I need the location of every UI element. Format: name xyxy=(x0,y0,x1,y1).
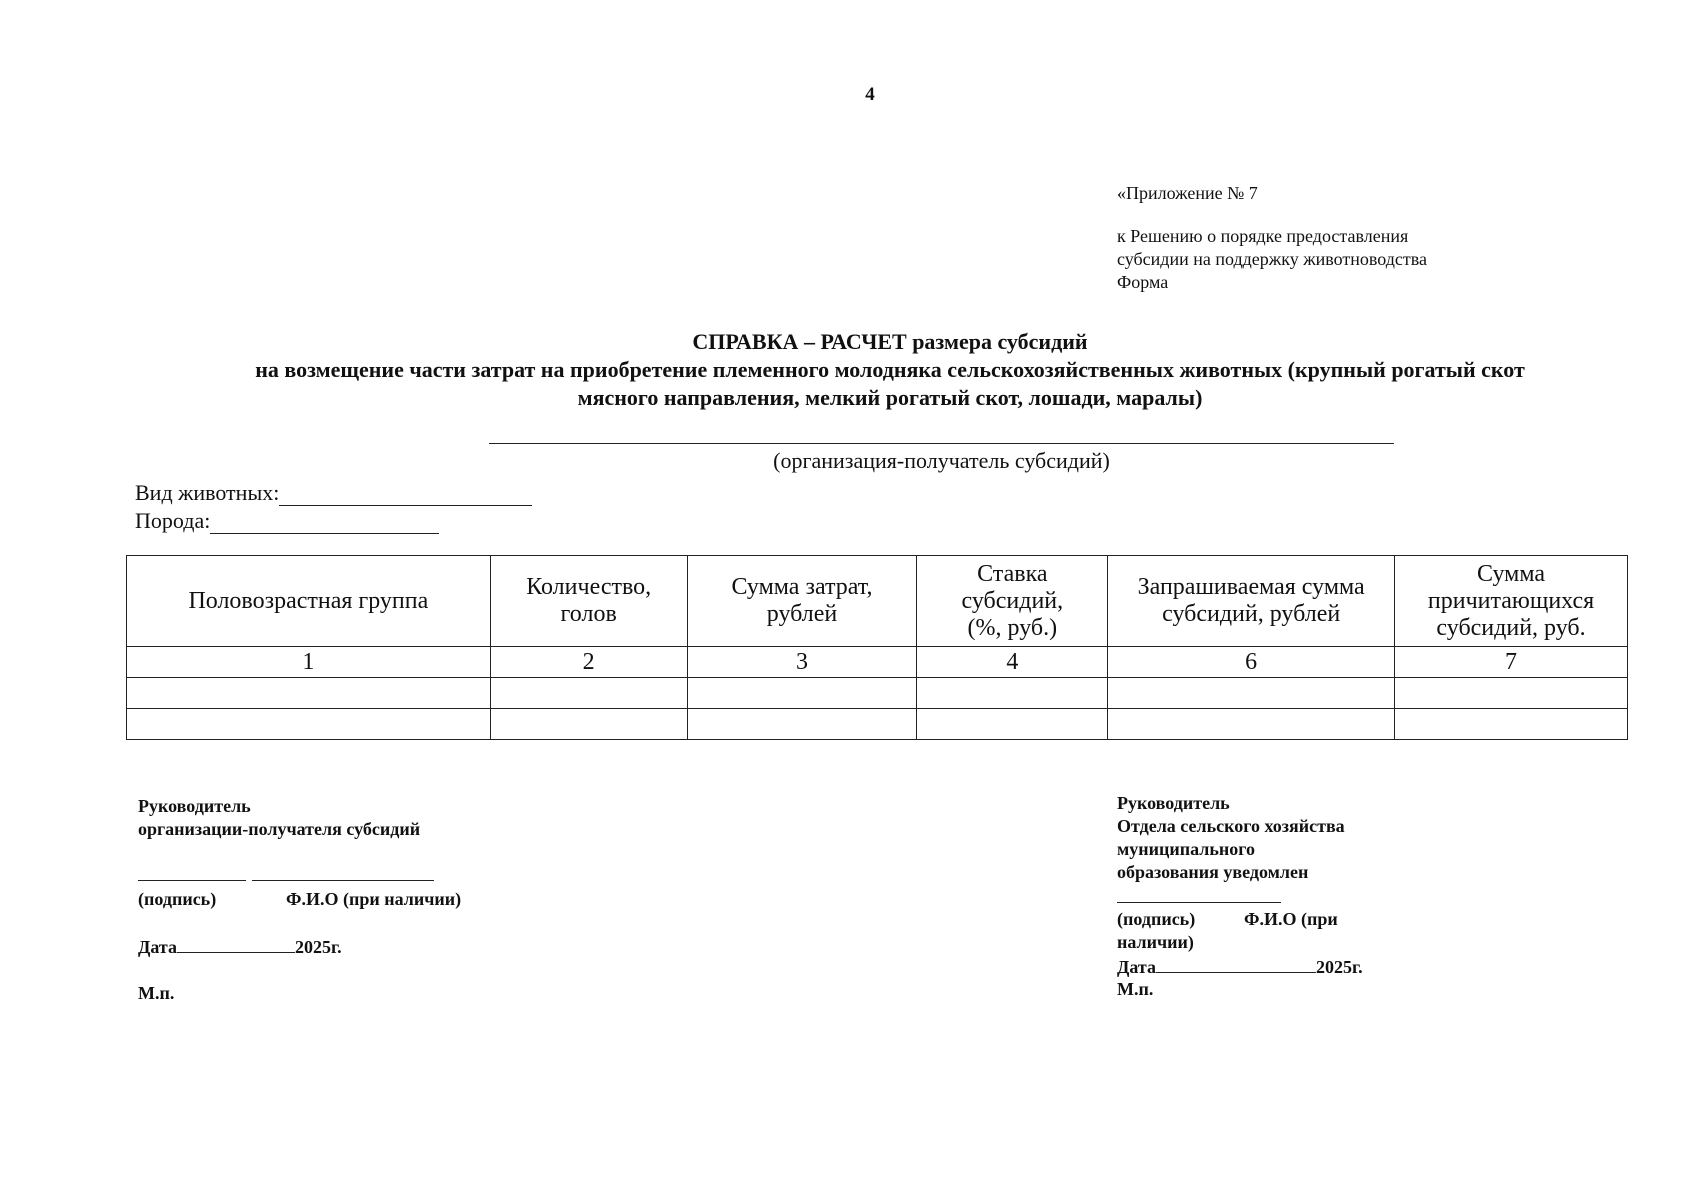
right-signature-title-1: Руководитель xyxy=(1117,793,1230,813)
table-cell[interactable] xyxy=(917,678,1108,709)
left-sign-label: (подпись) xyxy=(138,889,217,909)
right-signature-title-4: образования уведомлен xyxy=(1117,862,1309,882)
document-title xyxy=(150,328,1630,412)
table-cell[interactable] xyxy=(1108,709,1395,740)
table-cell[interactable] xyxy=(490,709,687,740)
left-signature-title-1: Руководитель xyxy=(138,796,251,816)
right-signature-title-2: Отдела сельского хозяйства xyxy=(1117,816,1345,836)
title-line-2: на возмещение части затрат на приобретение племенного молодняка сельскохозяйственных животных (крупный рогатый скот xyxy=(255,357,1525,382)
title-line-1: СПРАВКА – РАСЧЕТ размера субсидий xyxy=(692,329,1088,354)
table-cell[interactable] xyxy=(687,678,917,709)
header-sex-age-group: Половозрастная группа xyxy=(127,556,491,647)
left-signature-title-2: организации-получателя субсидий xyxy=(138,819,421,839)
appendix-block xyxy=(1117,182,1427,294)
header-cost-sum: Сумма затрат, рублей xyxy=(687,556,917,647)
right-stamp-label: М.п. xyxy=(1117,979,1154,999)
header-quantity: Количество, голов xyxy=(490,556,687,647)
column-number: 1 xyxy=(127,647,491,678)
right-signature-line[interactable] xyxy=(1117,902,1281,903)
table-cell[interactable] xyxy=(1395,709,1628,740)
right-name-label-cont: наличии) xyxy=(1117,932,1194,952)
title-line-3: мясного направления, мелкий рогатый скот, лошади, маралы) xyxy=(577,385,1203,410)
breed-label: Порода: xyxy=(135,508,211,533)
animal-type-input[interactable] xyxy=(279,483,532,506)
animal-type-label: Вид животных: xyxy=(135,480,280,505)
table-row xyxy=(127,678,1628,709)
animal-type-field xyxy=(135,480,532,506)
table-cell[interactable] xyxy=(127,678,491,709)
right-sign-label: (подпись) xyxy=(1117,909,1196,929)
table-row xyxy=(127,709,1628,740)
breed-input[interactable] xyxy=(210,511,439,534)
table-cell[interactable] xyxy=(490,678,687,709)
left-signature-block xyxy=(138,795,420,841)
right-name-label: Ф.И.О (при xyxy=(1244,909,1338,929)
column-number: 6 xyxy=(1108,647,1395,678)
table-cell[interactable] xyxy=(1395,678,1628,709)
left-name-label: Ф.И.О (при наличии) xyxy=(286,889,462,909)
right-date-label: Дата xyxy=(1117,957,1156,977)
right-signature-block xyxy=(1117,792,1345,884)
left-signature-line[interactable] xyxy=(138,880,246,881)
table-header-row xyxy=(127,556,1628,647)
table-cell[interactable] xyxy=(687,709,917,740)
table-cell[interactable] xyxy=(127,709,491,740)
appendix-line-4: Форма xyxy=(1117,272,1169,292)
right-date-row xyxy=(1117,954,1363,979)
left-date-input[interactable] xyxy=(177,934,295,953)
organization-caption: (организация-получатель субсидий) xyxy=(773,448,1110,473)
left-name-line[interactable] xyxy=(252,880,434,881)
column-number: 4 xyxy=(917,647,1108,678)
left-date-label: Дата xyxy=(138,937,177,957)
column-number-row xyxy=(127,647,1628,678)
header-subsidy-rate: Ставка субсидий, (%, руб.) xyxy=(917,556,1108,647)
organization-line[interactable] xyxy=(489,443,1394,444)
left-date-row xyxy=(138,934,342,959)
right-date-year: 2025г. xyxy=(1315,957,1363,977)
column-number: 7 xyxy=(1395,647,1628,678)
right-signature-title-3: муниципального xyxy=(1117,839,1255,859)
table-cell[interactable] xyxy=(917,709,1108,740)
header-requested-sum: Запрашиваемая сумма субсидий, рублей xyxy=(1108,556,1395,647)
breed-field xyxy=(135,508,439,534)
column-number: 3 xyxy=(687,647,917,678)
header-due-sum: Сумма причитающихся субсидий, руб. xyxy=(1395,556,1628,647)
left-stamp-label: М.п. xyxy=(138,983,175,1003)
appendix-line-2: к Решению о порядке предоставления xyxy=(1117,226,1409,246)
calculation-table xyxy=(126,555,1628,740)
appendix-line-1: «Приложение № 7 xyxy=(1117,183,1258,203)
right-date-input[interactable] xyxy=(1156,954,1316,973)
column-number: 2 xyxy=(490,647,687,678)
page-number: 4 xyxy=(865,84,875,105)
table-cell[interactable] xyxy=(1108,678,1395,709)
left-date-year: 2025г. xyxy=(294,937,342,957)
appendix-line-3: субсидии на поддержку животноводства xyxy=(1117,249,1428,269)
